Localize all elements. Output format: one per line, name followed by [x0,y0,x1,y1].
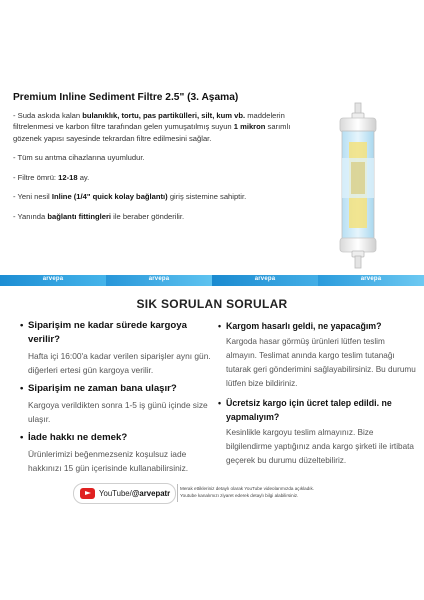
arvepa-logo: arvepa [254,276,276,282]
arvepa-logo: arvepa [360,276,382,282]
product-description [13,110,303,230]
description-bullet: - Yeni nesil Inline (1/4" quick kolay bağlantı) giriş sistemine sahiptir. [13,192,247,202]
faq-title: SIK SORULAN SORULAR [136,297,288,311]
description-bullet: - Yanında bağlantı fittingleri ile beraber gönderilir. [13,211,185,221]
faq-question: • Siparişim ne zaman bana ulaşır? [20,382,220,396]
faq-column-right [218,319,418,473]
faq-question: • İade hakkı ne demek? [20,431,220,445]
product-section [0,0,424,272]
brand-strip [0,275,424,286]
faq-column-left [20,319,220,480]
product-title: Premium Inline Sediment Filtre 2.5" (3. Aşama) [13,92,239,103]
divider [177,484,178,502]
faq-answer: Kargoya verildikten sonra 1-5 iş günü içinde size ulaşır. [28,400,208,424]
youtube-channel-label: YouTube/@arvepatr [99,489,171,498]
brand-strip-segment [318,275,424,286]
faq-answer: Kargoda hasar görmüş ürünleri lütfen teslim almayın. Teslimat anında kargo teslim tutanağı tutarak geri gönderimini sağlayabilirsiniz. Bu durumu lütfen bize bildiriniz. [226,337,416,388]
description-bullet: - Tüm su arıtma cihazlarına uyumludur. [13,153,145,163]
arvepa-logo: arvepa [42,276,64,282]
brand-strip-segment [0,275,106,286]
youtube-channel-link[interactable] [73,483,176,504]
faq-question: • Siparişim ne kadar sürede kargoya verilir? [20,319,220,347]
faq-answer: Ürünlerimizi beğenmezseniz koşulsuz iade hakkınızı 15 gün içerisinde kullanabilirsiniz. [28,449,189,473]
faq-question: • Ücretsiz kargo için ücret talep edildi. ne yapmalıyım? [218,396,418,424]
youtube-play-icon [80,488,95,499]
arvepa-logo: arvepa [148,276,170,282]
brand-strip-segment [106,275,212,286]
description-bullet: - Suda askıda kalan bulanıklık, tortu, pas partikülleri, silt, kum vb. maddelerin filtrelenmesi ve karbon filtre tarafından gelen yumuşatılmış suyun 1 mikron sarımlı gözenek yapısı sayesinde tekrardan filtre edilmesini sağlar. [13,111,291,143]
faq-question: • Kargom hasarlı geldi, ne yapacağım? [218,319,418,333]
faq-answer: Kesinlikle kargoyu teslim almayınız. Bize bilgilendirme yaptığınız anda kargo şirketi ile irtibata geçerek bu durumu düzeltebiliriz. [226,428,414,465]
faq-answer: Hafta içi 16:00'a kadar verilen siparişler aynı gün. diğerleri ertesi gün kargoya verilir. [28,351,211,375]
youtube-note: Merak ettikleriniz detaylı olarak YouTube videolarımızda açıkladık. Youtube kanalımızı ziyaret ederek detaylı bilgi alabilirsiniz. [180,486,315,498]
filter-image [318,100,398,272]
brand-strip-segment [212,275,318,286]
description-bullet: - Filtre ömrü: 12-18 ay. [13,172,90,182]
